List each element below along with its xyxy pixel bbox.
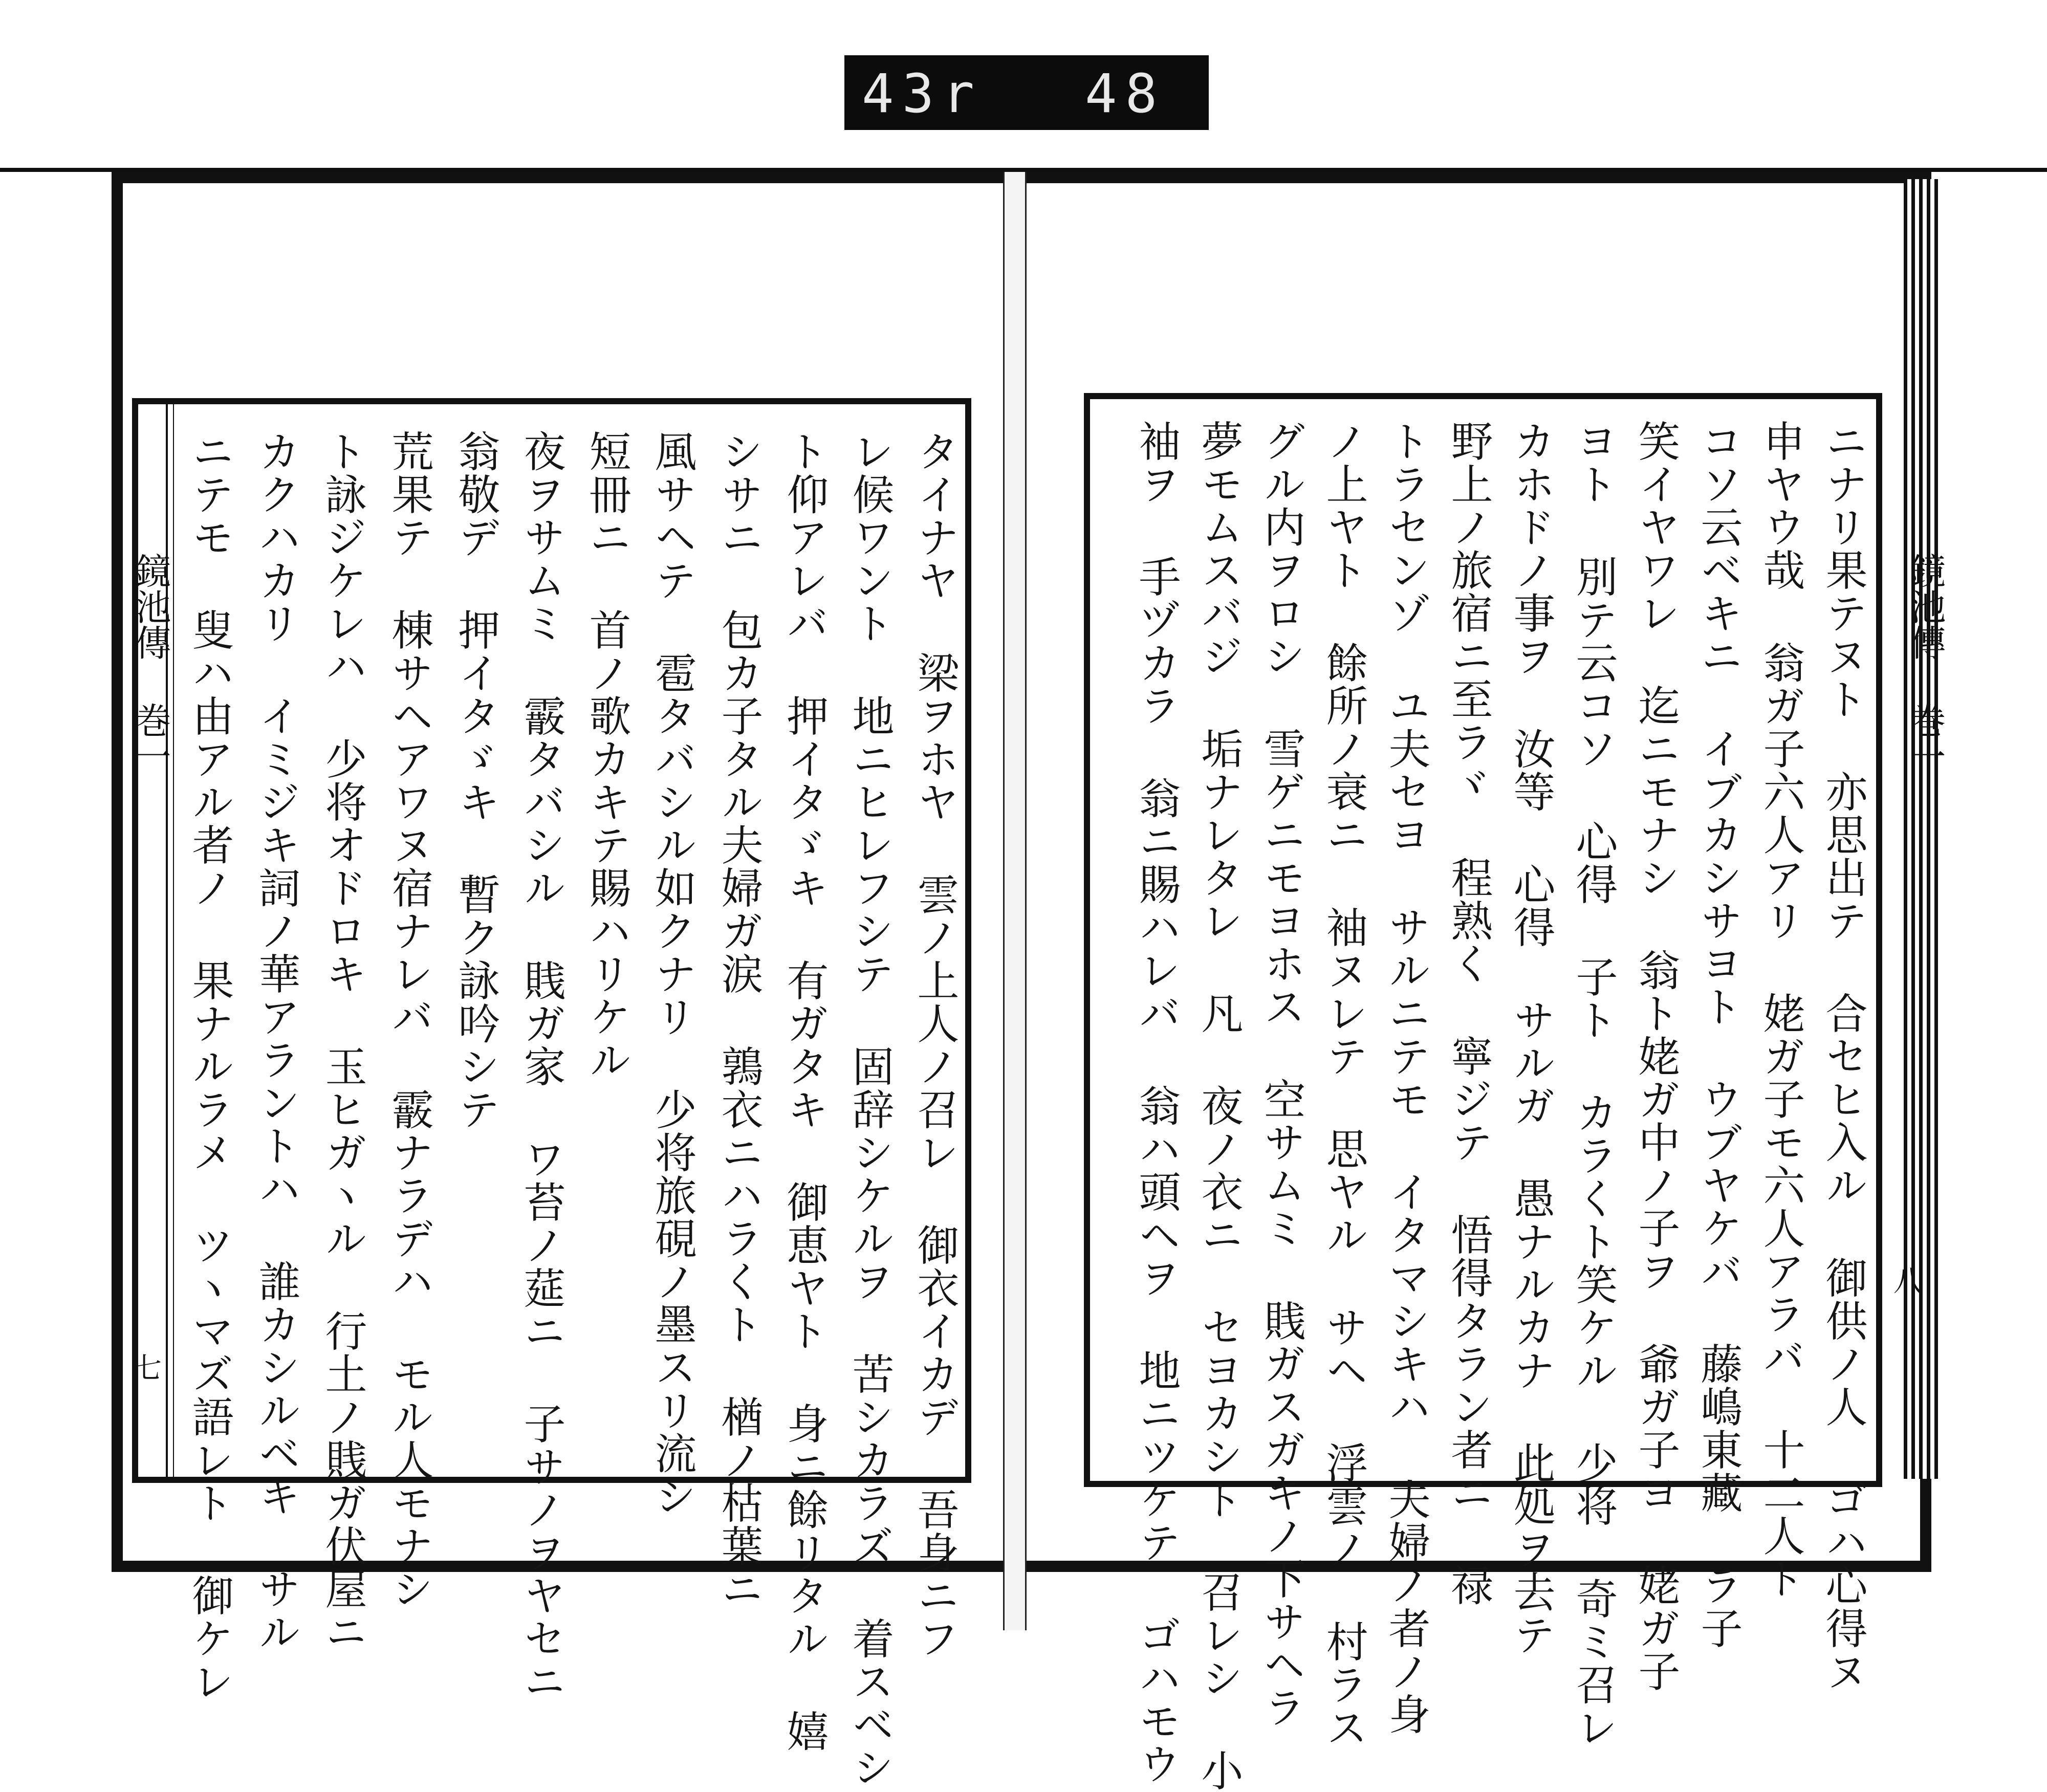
left-column-2: レ候ワント 地ニヒレフシテ 固辞シケルヲ 苦シカラズ 着スベシ (845, 430, 894, 1789)
right-column-9: ノ上ヤト 餘所ノ衰ニ 袖ヌレテ 思ヤル サヘ 浮雲ノ 村ラス (1319, 420, 1368, 1749)
left-column-4: シサニ 包カ子タル夫婦ガ涙 鶉衣ニハラくト 楢ノ枯葉ニ (714, 430, 763, 1610)
right-column-3: コソ云ベキニ イブカシサヨト ウブヤケバ 藤嶋東藏 ラ子 (1694, 420, 1743, 1650)
left-margin-title: 鏡池傳 巻一 (129, 553, 171, 774)
left-column-11: カクハカリ イミジキ詞ノ華アラントハ 誰カシルベキ サル (252, 430, 300, 1653)
right-column-8: トラセンゾ ユ夫セヨ サルニテモ イタマシキハ 夫婦ノ者ノ身 (1382, 420, 1430, 1736)
left-column-1: タイナヤ 梁ヲホヤ 雲ノ上人ノ召レ 御衣イカデ 吾身ニフ (910, 430, 959, 1660)
right-column-12: 袖ヲ 手ヅカラ 翁ニ賜ハレバ 翁ハ頭ヘヲ 地ニツケテ ゴハモウ (1132, 420, 1181, 1785)
book-spine (1003, 172, 1027, 1630)
right-column-6: カホドノ事ヲ 汝等 心得 サルガ 愚ナルカナ 此処ヲ去テ (1507, 420, 1555, 1656)
archive-label (844, 55, 1209, 130)
left-column-7: 夜ヲサムミ 霰タバシル 賎ガ家 ワ苔ノ莚ニ 子サノヲヤセニ (517, 430, 565, 1703)
left-column-6: 短冊ニ 首ノ歌カキテ賜ハリケル (582, 430, 631, 1081)
right-margin-title: 鏡池傳 巻一 (1904, 553, 1946, 774)
right-column-7: 野上ノ旅宿ニ至ラヾ 程熟く 寧ジテ 悟得タラン者ニ 禄 (1444, 420, 1493, 1607)
right-column-2: 申ヤウ哉 翁ガ子六人アリ 姥ガ子モ六人アラバ 十二人ト (1756, 420, 1805, 1600)
left-column-10: ト詠ジケレハ 少将オドロキ 玉ヒガヽル 行土ノ賎ガ伏屋ニ (318, 430, 367, 1653)
right-column-4: 笑イヤワレ 迄ニモナシ 翁ト姥ガ中ノ子ヲ 爺ガ子ヨ 姥ガ子 (1631, 420, 1680, 1693)
left-column-8: 翁敬デ 押イタゞキ 暫ク詠吟シテ (451, 430, 500, 1131)
left-column-5: 風サヘテ 雹タバシル如クナリ 少将旅硯ノ墨スリ流シ (648, 430, 696, 1518)
right-column-10: グル内ヲロシ 雪ゲニモヨホス 空サムミ 賎ガスガキノ下サヘラ (1257, 420, 1305, 1729)
left-column-12: ニテモ 叟ハ由アル者ノ 果ナルラメ ツヽマズ語レト 御ケレ (185, 430, 234, 1703)
left-folio: 七 (133, 1352, 162, 1385)
archive-label-right: 48 (1085, 62, 1166, 125)
right-column-1: ニナリ果テヌト 亦思出テ 合セヒ入ル 御供ノ人 ゴハ心得ヌ (1819, 420, 1867, 1693)
left-column-3: ト仰アレバ 押イタゞキ 有ガタキ 御恵ヤト 身ニ餘リタル 嬉 (780, 430, 829, 1753)
right-folio: 八 (1893, 1265, 1922, 1298)
right-column-5: ヨト 別テ云コソ 心得 子ト カラくト笑ケル 少将 奇ミ召レ (1569, 420, 1618, 1749)
table-edge-line (0, 168, 2047, 172)
right-column-11: 夢モムスバジ 垢ナレタレ 凡 夜ノ衣ニ セヨカシト 召レシ 小 (1194, 420, 1243, 1792)
left-column-9: 荒果テ 棟サヘアワヌ宿ナレバ 霰ナラデハ モル人モナシ (385, 430, 433, 1610)
archive-label-left: 43r (862, 62, 983, 125)
